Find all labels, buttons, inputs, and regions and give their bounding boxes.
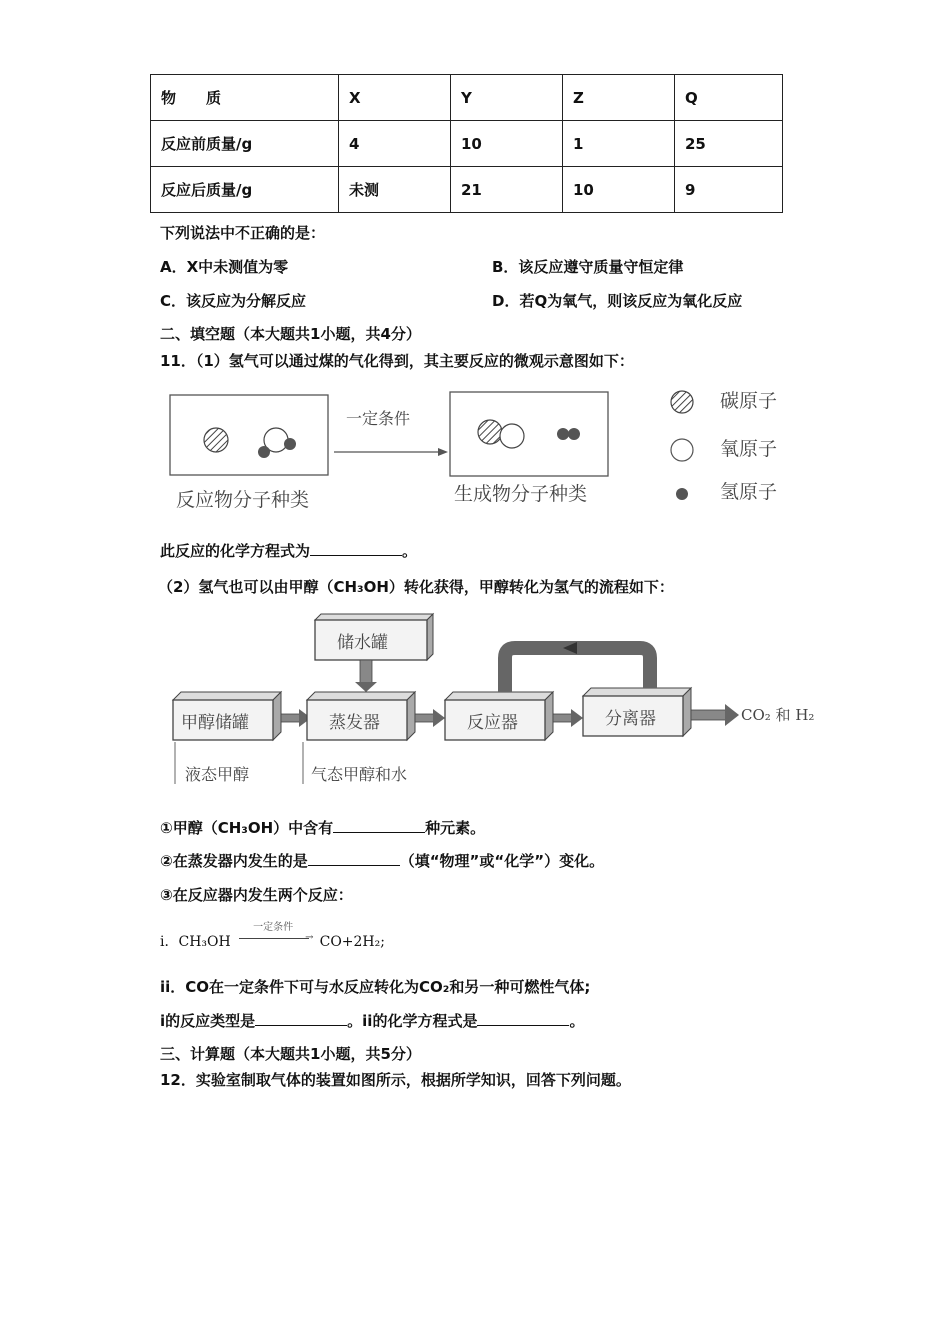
legend-carbon-label: 碳原子 — [720, 390, 778, 412]
separator-label: 分离器 — [605, 709, 656, 729]
subquestion-text: （填“物理”或“化学”）变化。 — [399, 852, 605, 870]
section-heading: 二、填空题（本大题共1小题，共4分） — [160, 325, 421, 343]
equation-prompt: 此反应的化学方程式为 — [160, 542, 311, 560]
section-heading: 三、计算题（本大题共1小题，共5分） — [160, 1045, 421, 1063]
hydrogen-atom-icon — [568, 428, 580, 440]
subquestion-text: ②在蒸发器内发生的是 — [160, 852, 308, 870]
table-row — [151, 121, 783, 167]
reaction-condition: 一定条件 — [253, 922, 294, 933]
reactant-label: 反应物分子种类 — [176, 489, 310, 511]
subquestion-3: ③在反应器内发生两个反应： — [160, 886, 353, 904]
answer-blank[interactable] — [333, 818, 425, 833]
question-prompt: 下列说法中不正确的是： — [160, 224, 326, 242]
subquestion-text: ①甲醇（CH₃OH）中含有 — [160, 819, 334, 837]
table-cell: 9 — [675, 167, 783, 213]
table-header-cell: Z — [563, 75, 675, 121]
table-cell: 反应后质量/g — [151, 167, 339, 213]
question-text: （2）氢气也可以由甲醇（CH₃OH）转化获得，甲醇转化为氢气的流程如下： — [158, 578, 674, 596]
hydrogen-atom-icon — [557, 428, 569, 440]
option-d: D．若Q为氧气，则该反应为氧化反应 — [492, 292, 743, 310]
question-text: 12．实验室制取气体的装置如图所示，根据所学知识，回答下列问题。 — [160, 1071, 631, 1089]
reaction-1 — [160, 922, 385, 951]
answer-blank[interactable] — [255, 1011, 347, 1026]
reaction-2: ii．CO在一定条件下可与水反应转化为CO₂和另一种可燃性气体; — [160, 978, 591, 996]
carbon-atom-icon — [478, 420, 502, 444]
output-label: CO₂ 和 H₂ — [741, 706, 815, 724]
reaction-reactant: i．CH₃OH — [160, 934, 231, 950]
option-b: B．该反应遵守质量守恒定律 — [492, 258, 684, 276]
molecular-diagram — [160, 380, 800, 520]
mass-table — [150, 74, 783, 213]
recycle-pipe — [505, 648, 650, 692]
reaction-product: CO+2H₂; — [319, 934, 385, 950]
table-cell: 反应前质量/g — [151, 121, 339, 167]
legend-hydrogen-label: 氢原子 — [720, 481, 778, 503]
table-row — [151, 167, 783, 213]
table-header-cell: Y — [451, 75, 563, 121]
gas-methanol-label: 气态甲醇和水 — [311, 765, 408, 784]
subquestion-text: 。ii的化学方程式是 — [347, 1012, 478, 1030]
table-cell: 1 — [563, 121, 675, 167]
reactor-label: 反应器 — [467, 713, 518, 733]
option-a: A．X中未测值为零 — [160, 258, 289, 276]
product-box — [450, 392, 608, 476]
down-arrow-icon — [355, 682, 377, 692]
answer-blank[interactable] — [310, 541, 402, 556]
product-label: 生成物分子种类 — [454, 483, 588, 505]
equation-prompt-line — [160, 540, 417, 561]
legend-hydrogen-icon — [676, 488, 688, 500]
reactant-box — [170, 395, 328, 475]
table-cell: 10 — [563, 167, 675, 213]
answer-blank[interactable] — [477, 1011, 569, 1026]
process-flow-diagram — [165, 612, 825, 792]
table-header-cell: Q — [675, 75, 783, 121]
legend-oxygen-icon — [671, 439, 693, 461]
carbon-atom-icon — [204, 428, 228, 452]
arrow-head-icon — [438, 448, 448, 456]
evaporator-label: 蒸发器 — [329, 713, 380, 733]
legend-carbon-icon — [671, 391, 693, 413]
subquestion-text: i的反应类型是 — [160, 1012, 256, 1030]
subquestion-text: 。 — [569, 1012, 585, 1030]
liquid-methanol-label: 液态甲醇 — [185, 765, 250, 784]
table-cell: 25 — [675, 121, 783, 167]
right-arrow-icon — [433, 709, 445, 727]
option-c: C．该反应为分解反应 — [160, 292, 307, 310]
water-tank-label: 储水罐 — [337, 633, 388, 653]
subquestion-1 — [160, 817, 485, 838]
oxygen-atom-icon — [500, 424, 524, 448]
table-header-row — [151, 75, 783, 121]
hydrogen-atom-icon — [284, 438, 296, 450]
output-arrow-icon — [725, 704, 739, 726]
table-cell: 未测 — [339, 167, 451, 213]
table-cell: 4 — [339, 121, 451, 167]
subquestion-4 — [160, 1010, 584, 1031]
table-cell: 10 — [451, 121, 563, 167]
hydrogen-atom-icon — [258, 446, 270, 458]
subquestion-2 — [160, 850, 604, 871]
table-cell: 21 — [451, 167, 563, 213]
equation-end: 。 — [402, 542, 418, 560]
answer-blank[interactable] — [308, 851, 400, 866]
legend-oxygen-label: 氧原子 — [720, 438, 778, 460]
table-header-cell: 物 质 — [151, 75, 339, 121]
right-arrow-icon — [571, 709, 583, 727]
condition-label: 一定条件 — [346, 409, 411, 428]
reaction-arrow: 一定条件 → — [235, 932, 315, 946]
methanol-tank-label: 甲醇储罐 — [181, 713, 249, 733]
question-text: 11．（1）氢气可以通过煤的气化得到，其主要反应的微观示意图如下： — [160, 352, 634, 370]
subquestion-text: 种元素。 — [425, 819, 486, 837]
table-header-cell: X — [339, 75, 451, 121]
